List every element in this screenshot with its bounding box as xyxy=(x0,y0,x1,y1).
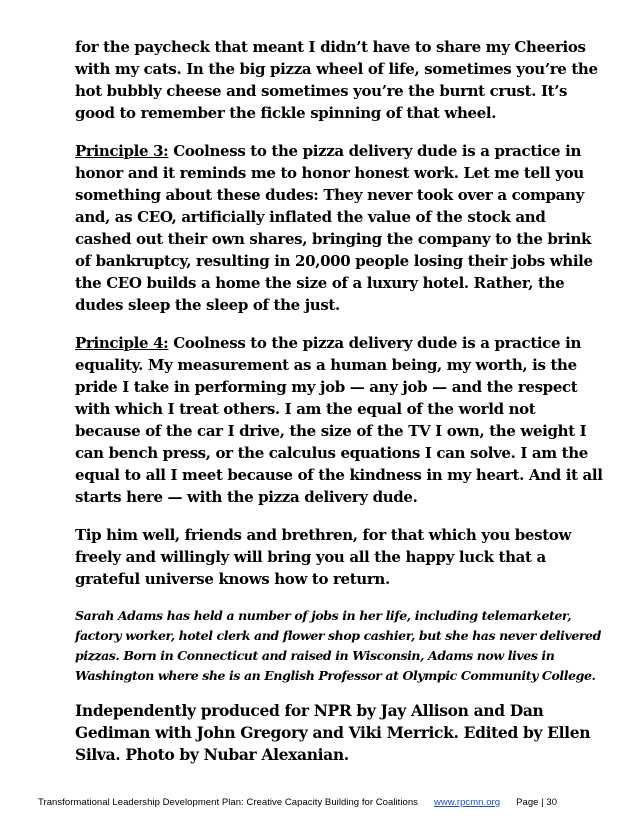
principle-3-text: Coolness to the pizza delivery dude is a practice in honor and it reminds me to honor honest work. Let me tell you something about these dudes: They never took over a company and, as CEO, artificially inflated the value of the stock and cashed out their own shares, bringing the company to the brink of bankruptcy, resulting in 20,000 people losing their jobs while the CEO builds a home the size of a luxury hotel. Rather, the dudes sleep the sleep of the just. xyxy=(75,142,593,314)
author-bio: Sarah Adams has held a number of jobs in her life, including telemarketer, factory worker, hotel clerk and flower shop cashier, but she has never delivered pizzas. Born in Connecticut and raised in Wisconsin, Adams now lives in Washington where she is an English Professor at Olympic Community College. xyxy=(75,608,601,683)
body-content xyxy=(75,36,605,766)
page-footer xyxy=(38,797,618,808)
production-credit: Independently produced for NPR by Jay Allison and Dan Gediman with John Gregory and Viki Merrick. Edited by Ellen Silva. Photo by Nubar Alexanian. xyxy=(75,701,591,764)
footer-link[interactable]: www.rpcmn.org xyxy=(433,797,501,808)
principle-4-label: Principle 4: xyxy=(75,334,169,352)
intro-paragraph: for the paycheck that meant I didn’t have to share my Cheerios with my cats. In the big pizza wheel of life, sometimes you’re the hot bubbly cheese and sometimes you’re the burnt crust. It’s good to remember the fickle spinning of that wheel. xyxy=(75,38,598,122)
tip-paragraph: Tip him well, friends and brethren, for that which you bestow freely and willingly will bring you all the happy luck that a grateful universe knows how to return. xyxy=(75,526,572,588)
principle-3-label: Principle 3: xyxy=(75,142,169,160)
principle-3-paragraph xyxy=(75,140,605,316)
principle-4-paragraph xyxy=(75,332,605,508)
footer-title: Transformational Leadership Development Plan: Creative Capacity Building for Coalitions xyxy=(38,797,418,808)
principle-4-text: Coolness to the pizza delivery dude is a practice in equality. My measurement as a human being, my worth, is the pride I take in performing my job — any job — and the respect with which I treat others. I am the equal of the world not because of the car I drive, the size of the TV I own, the weight I can bench press, or the calculus equations I can solve. I am the equal to all I meet because of the kindness in my heart. And it all starts here — with the pizza delivery dude. xyxy=(75,334,603,506)
page-number: Page | 30 xyxy=(516,797,558,808)
